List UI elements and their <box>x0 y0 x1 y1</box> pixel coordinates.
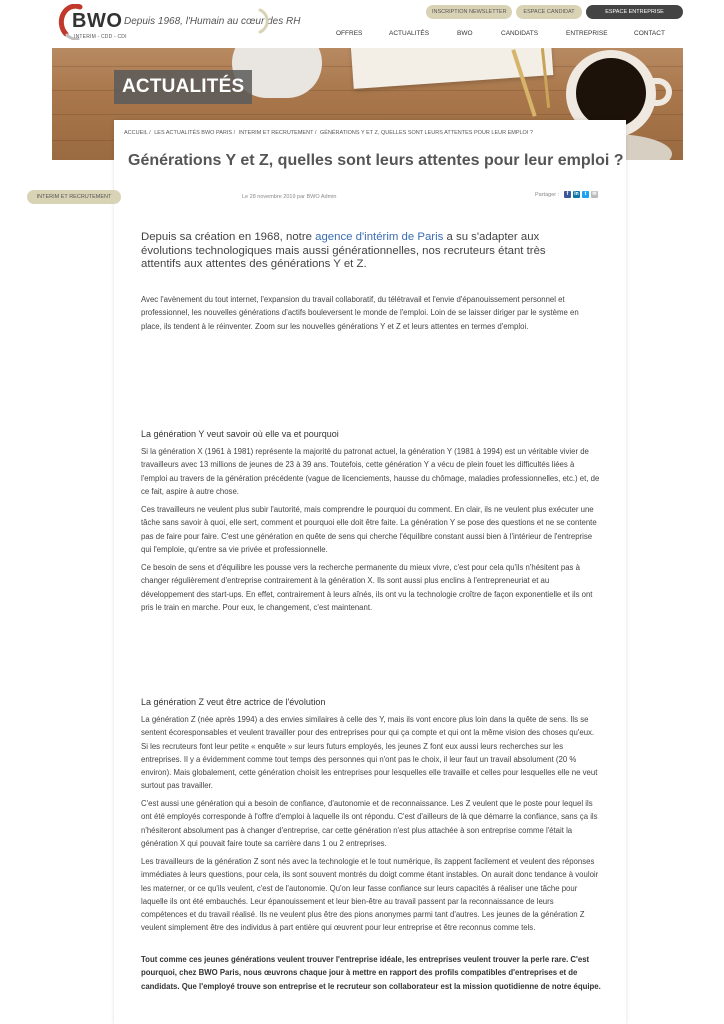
breadcrumb-actualites[interactable]: LES ACTUALITÉS BWO PARIS / <box>154 130 236 136</box>
facebook-share-icon[interactable]: f <box>564 191 571 198</box>
article-paragraph: La génération Z (née après 1994) a des envies similaires à celle des Y, mais ils vont encore plus loin dans la quête de sens. Ils se sentent écoresponsables et veulent travailler pour des entreprises pour qui ça compte et qui ont la même vision des choses qu'eux. Si les recruteurs font leur petite « enquête » sur leurs futurs employés, les jeunes Z font eux aussi leurs recherches sur les entreprises. Il y a évidemment comme tout temps des personnes qui n'ont pas le choix, il leur faut un travail absolument (20 % environ). Mais globalement, cette génération choisit les entreprises pour lesquelles elle travaille et celles pour lesquelles elle ne veut surtout pas travailler. <box>141 715 598 791</box>
twitter-share-icon[interactable]: t <box>582 191 589 198</box>
newsletter-button[interactable]: INSCRIPTION NEWSLETTER <box>426 5 512 19</box>
logo-subtitle: INTERIM - CDD - CDI <box>74 34 127 40</box>
cup-handle-image <box>650 78 672 106</box>
agence-interim-link[interactable]: agence d'intérim de Paris <box>315 231 444 243</box>
coffee-image <box>576 58 646 128</box>
main-nav <box>320 30 680 40</box>
nav-item-actualites[interactable]: ACTUALITÉS <box>389 30 430 37</box>
email-share-icon[interactable]: ✉ <box>592 191 597 197</box>
article-conclusion: Tout comme ces jeunes générations veulent trouver l'entreprise idéale, les entreprises veulent trouver la perle rare. C'est pourquoi, chez BWO Paris, nous œuvrons chaque jour à mettre en rapport des profils compatibles d'entreprises et de candidats. Que l'employé trouve son entreprise et le recruteur son collaborateur est la mission quotidienne de notre équipe. <box>141 955 601 991</box>
tagline-arc-icon <box>258 8 272 34</box>
section-heading-z: La génération Z veut être actrice de l'évolution <box>141 697 326 707</box>
intro-text: Depuis sa création en 1968, notre <box>141 231 316 243</box>
nav-item-bwo[interactable]: BWO <box>457 30 473 37</box>
section-heading-y: La génération Y veut savoir où elle va et pourquoi <box>141 429 339 439</box>
article-meta: Le 28 novembre 2019 par BWO Admin <box>242 194 337 200</box>
breadcrumb-home[interactable]: ACCUEIL / <box>124 130 151 136</box>
breadcrumb-current: GÉNÉRATIONS Y ET Z, QUELLES SONT LEURS ATTENTES POUR LEUR EMPLOI ? <box>319 130 533 136</box>
breadcrumb <box>124 130 535 136</box>
article-title: Générations Y et Z, quelles sont leurs attentes pour leur emploi ? <box>128 152 624 169</box>
share-label: Partager : <box>535 192 560 198</box>
nav-item-offres[interactable]: OFFRES <box>336 30 363 37</box>
nav-item-candidats[interactable]: CANDIDATS <box>501 30 539 37</box>
article-paragraph: Ces travailleurs ne veulent plus subir l'autorité, mais comprendre le pourquoi du comment. En clair, ils ne veulent plus exécuter une tâche sans savoir à quoi, elle sert, comment et pourquoi elle doit être faite. La génération Y se pose des questions et ne se contente pas de faire pour faire. C'est une génération en quête de sens qui cherche l'équilibre constant aussi bien à l'intérieur de l'entreprise qui l'emploie, qu'entre sa vie privée et professionnelle. <box>141 505 597 554</box>
breadcrumb-category[interactable]: INTERIM ET RECRUTEMENT / <box>238 130 317 136</box>
article-paragraph: Ce besoin de sens et d'équilibre les pousse vers la recherche permanente du mieux vivre, c'est pour cela qu'ils n'hésitent pas à changer régulièrement d'entreprise contrairement à la génération X. Ils sont aussi plus enclins à l'entrepreneuriat et au développement des start-ups. En effet, contrairement à leurs aînés, ils ont vu la technologie croître de façon exponentielle et ils ont pris le train en marche. Pour eux, le changement, c'est maintenant. <box>141 563 593 612</box>
article-paragraph: Les travailleurs de la génération Z sont nés avec la technologie et le tout numérique, ils zappent facilement et veulent des réponses immédiates à leurs questions, pour cela, ils sont souvent montrés du doigt comme étant instables. On aurait donc tendance à vouloir les materner, or ce qu'ils veulent, c'est de l'autonomie. Qu'on leur fasse confiance sur leurs capacités à réaliser une tâche pour laquelle ils ont été embauchés. Leur épanouissement et leur bien-être au travail passent par la reconnaissance de leurs compétences et du travail réalisé. Ils ne veulent plus être des pions anonymes parmi tant d'autres. Les jeunes de la génération Z veulent simplement être des individus à part entière qui œuvrent pour leur entreprise et être reconnus comme tels. <box>141 857 599 933</box>
category-badge[interactable]: INTERIM ET RECRUTEMENT <box>27 190 121 204</box>
bwo-logo[interactable] <box>58 4 130 44</box>
espace-entreprise-button[interactable]: ESPACE ENTREPRISE <box>586 5 683 19</box>
section-title: ACTUALITÉS <box>114 70 252 104</box>
site-header <box>0 0 724 48</box>
nav-item-contact[interactable]: CONTACT <box>634 30 665 37</box>
logo-text: BWO <box>72 10 123 32</box>
nav-item-entreprise[interactable]: ENTREPRISE <box>566 30 608 37</box>
article-paragraph: Avec l'avènement du tout internet, l'expansion du travail collaboratif, du télétravail et l'envie d'épanouissement personnel et professionnel, les nouvelles générations d'actifs bouleversent le monde de l'emploi. Loin de se laisser diriger par le système en place, ils tendent à le réinventer. Zoom sur les nouvelles générations Y et Z et leurs attentes en termes d'emploi. <box>141 295 579 331</box>
article-intro <box>141 231 571 272</box>
article-paragraph: Si la génération X (1961 à 1981) représente la majorité du patronat actuel, la génération Y (1981 à 1994) est un véritable vivier de travailleurs avec 13 millions de jeunes de 23 à 39 ans. Toutefois, cette génération Y a vécu de plein fouet les difficultés liées à l'emploi au travers de la génération précédente (vague de licenciements, hausse du chômage, maladies professionnelles, etc.) et, de ce fait, aspire à autre chose. <box>141 447 600 496</box>
linkedin-share-icon[interactable]: in <box>574 191 579 197</box>
article-paragraph: C'est aussi une génération qui a besoin de confiance, d'autonomie et de reconnaissance. Les Z veulent que le poste pour lequel ils ont été employés corresponde à l'offre d'emploi à laquelle ils ont répondu. C'est d'ailleurs de là que démarre la confiance, sans ça ils n'hésiteront absolument pas à changer d'entreprise, car cette génération n'est plus attachée à son entreprise comme l'était la génération X qui pouvait faire toute sa carrière dans 1 ou 2 entreprises. <box>141 799 598 848</box>
tagline: Depuis 1968, l'Humain au cœur des RH <box>124 16 301 27</box>
intro-text: a su s'adapter aux évolutions technologiques mais aussi générationnelles, nos recruteurs étant très attentifs aux attentes des générations Y et Z. <box>141 231 546 271</box>
espace-candidat-button[interactable]: ESPACE CANDIDAT <box>516 5 582 19</box>
